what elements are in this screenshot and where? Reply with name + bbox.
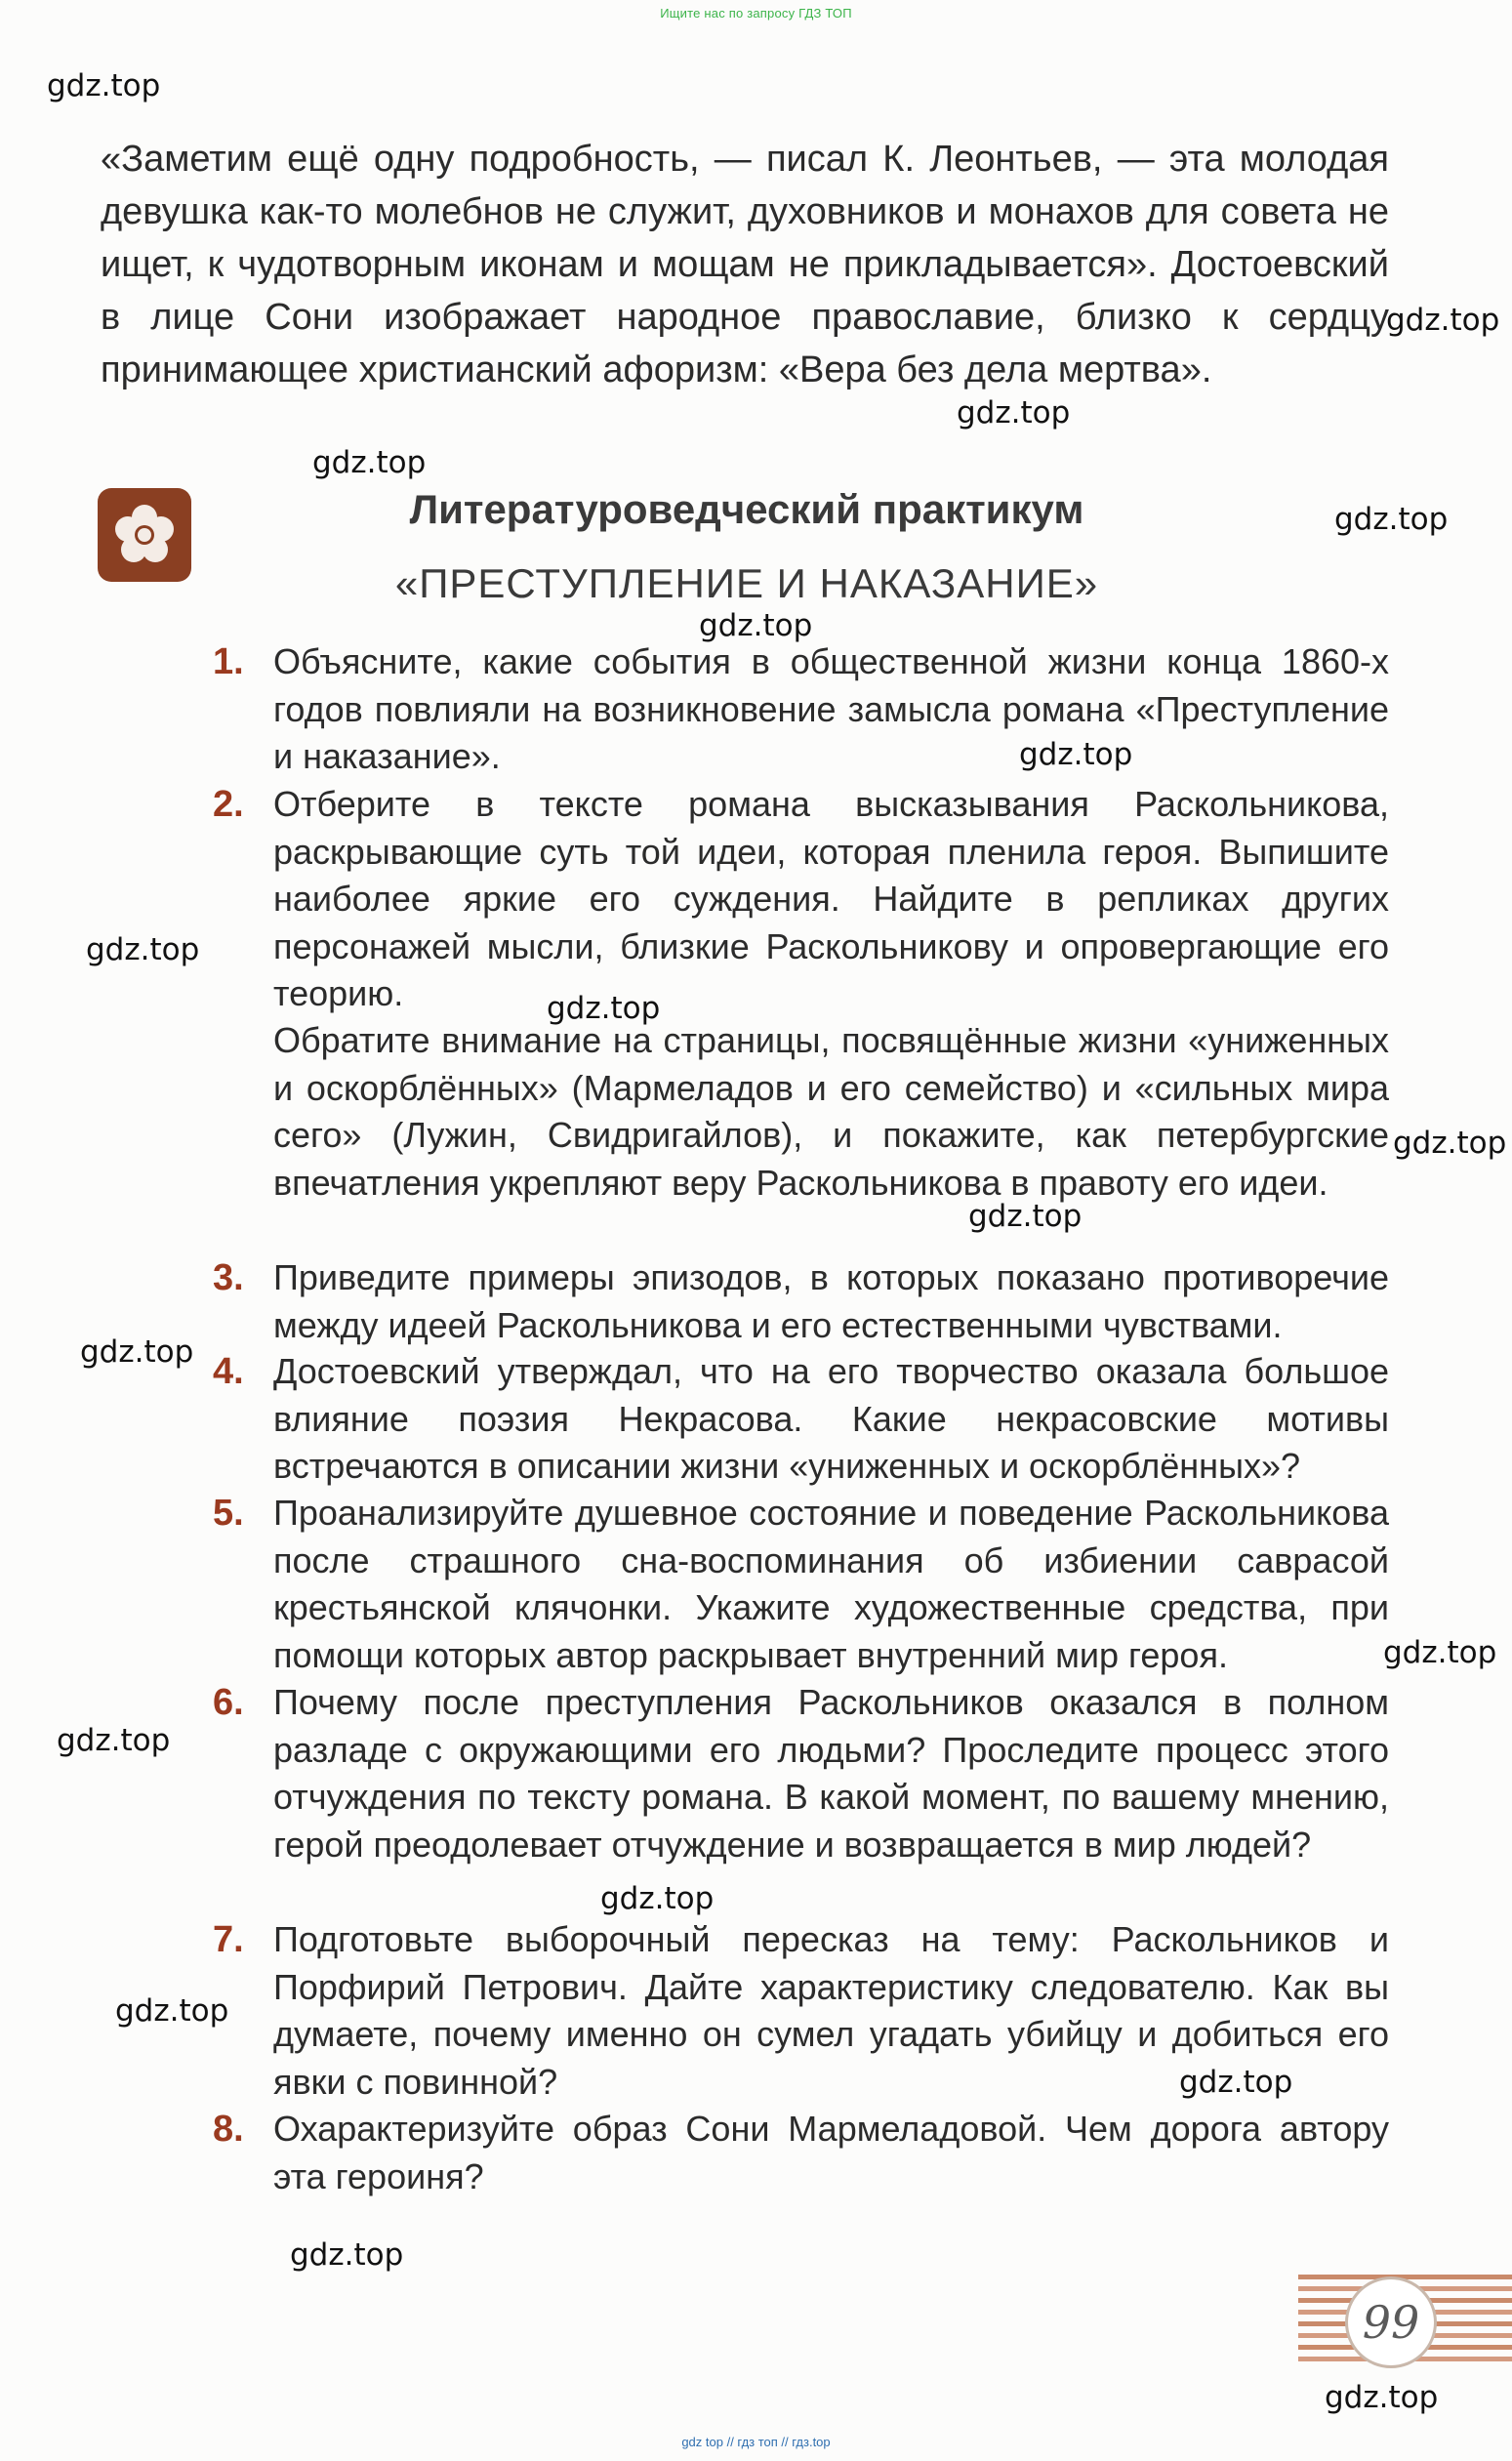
watermark: gdz.top	[86, 932, 200, 967]
section-title: Литературоведческий практикум	[409, 486, 1084, 532]
watermark: gdz.top	[957, 395, 1071, 431]
watermark: gdz.top	[1019, 737, 1133, 772]
watermark: gdz.top	[699, 608, 813, 643]
task-number: 6.	[213, 1682, 244, 1723]
task-number: 1.	[213, 641, 244, 682]
task-number: 5.	[213, 1493, 244, 1534]
watermark: gdz.top	[600, 1881, 715, 1916]
task-text: Приведите примеры эпизодов, в которых показано противоречие между идеей Раскольникова и его естественными чувствами.	[273, 1257, 1389, 1345]
watermark: gdz.top	[80, 1334, 194, 1370]
page-number: 99	[1345, 2276, 1437, 2368]
task-text: Подготовьте выборочный пересказ на тему: Раскольников и Порфирий Петрович. Дайте характеристику следователю. Как вы думаете, почему именно он сумел угадать убийцу и добиться его явки с повинной?	[273, 1919, 1389, 2102]
task-number: 2.	[213, 784, 244, 825]
watermark: gdz.top	[1383, 1635, 1497, 1670]
watermark: gdz.top	[57, 1723, 171, 1758]
task-text: Достоевский утверждал, что на его творчество оказала большое влияние поэзия Некрасова. Какие некрасовские мотивы встречаются в описании жизни «униженных и оскорблённых»?	[273, 1351, 1389, 1486]
task-number: 3.	[213, 1257, 244, 1298]
bottom-banner: gdz top // гдз топ // гдз.top	[681, 2435, 831, 2449]
watermark: gdz.top	[47, 68, 161, 103]
task-text: Проанализируйте душевное состояние и поведение Раскольникова после страшного сна-воспоминания об избиении саврасой крестьянской клячонки. Укажите художественные средства, при помощи которых автор раскрывает внутренний мир героя.	[273, 1493, 1389, 1675]
section-subtitle: «ПРЕСТУПЛЕНИЕ И НАКАЗАНИЕ»	[394, 560, 1099, 606]
task-text: Почему после преступления Раскольников оказался в полном разладе с окружающими его людьми? Проследите процесс этого отчуждения по тексту романа. В какой момент, по вашему мнению, герой преодолевает отчуждение и возвращается в мир людей?	[273, 1682, 1389, 1865]
task-text: Объясните, какие события в общественной жизни конца 1860-х годов повлияли на возникновение замысла романа «Преступление и наказание».	[273, 641, 1389, 776]
task-number: 4.	[213, 1351, 244, 1392]
watermark: gdz.top	[1393, 1126, 1507, 1161]
watermark: gdz.top	[312, 445, 427, 480]
intro-paragraph: «Заметим ещё одну подробность, — писал К. Леонтьев, — эта молодая девушка как-то молебнов не служит, духовников и монахов для совета не ищет, к чудотворным иконам и мощам не прикладывается». Достоевский в лице Сони изображает народное православие, близко к сердцу принимающее христианский афоризм: «Вера без дела мертва».	[101, 139, 1389, 390]
watermark: gdz.top	[1325, 2380, 1439, 2415]
watermark: gdz.top	[290, 2237, 404, 2273]
task-text: Обратите внимание на страницы, посвящённые жизни «униженных и оскорблённых» (Мармеладов и его семейство) и «сильных мира сего» (Лужин, Свидригайлов), и покажите, как петербургские впечатления укрепляют веру Раскольникова в правоту его идеи.	[273, 1020, 1389, 1203]
watermark: gdz.top	[547, 991, 661, 1026]
task-number: 7.	[213, 1919, 244, 1960]
task-number: 8.	[213, 2109, 244, 2150]
watermark: gdz.top	[968, 1199, 1083, 1234]
watermark: gdz.top	[1386, 303, 1500, 338]
watermark: gdz.top	[115, 1993, 229, 2029]
top-banner: Ищите нас по запросу ГДЗ ТОП	[660, 6, 852, 21]
task-text: Отберите в тексте романа высказывания Раскольникова, раскрывающие суть той идеи, которая пленила героя. Выпишите наиболее яркие его суждения. Найдите в репликах других персонажей мысли, близкие Раскольникову и опровергающие его теорию.	[273, 784, 1389, 1013]
watermark: gdz.top	[1179, 2065, 1293, 2100]
task-text: Охарактеризуйте образ Сони Мармеладовой. Чем дорога автору эта героиня?	[273, 2109, 1389, 2196]
watermark: gdz.top	[1334, 502, 1449, 537]
